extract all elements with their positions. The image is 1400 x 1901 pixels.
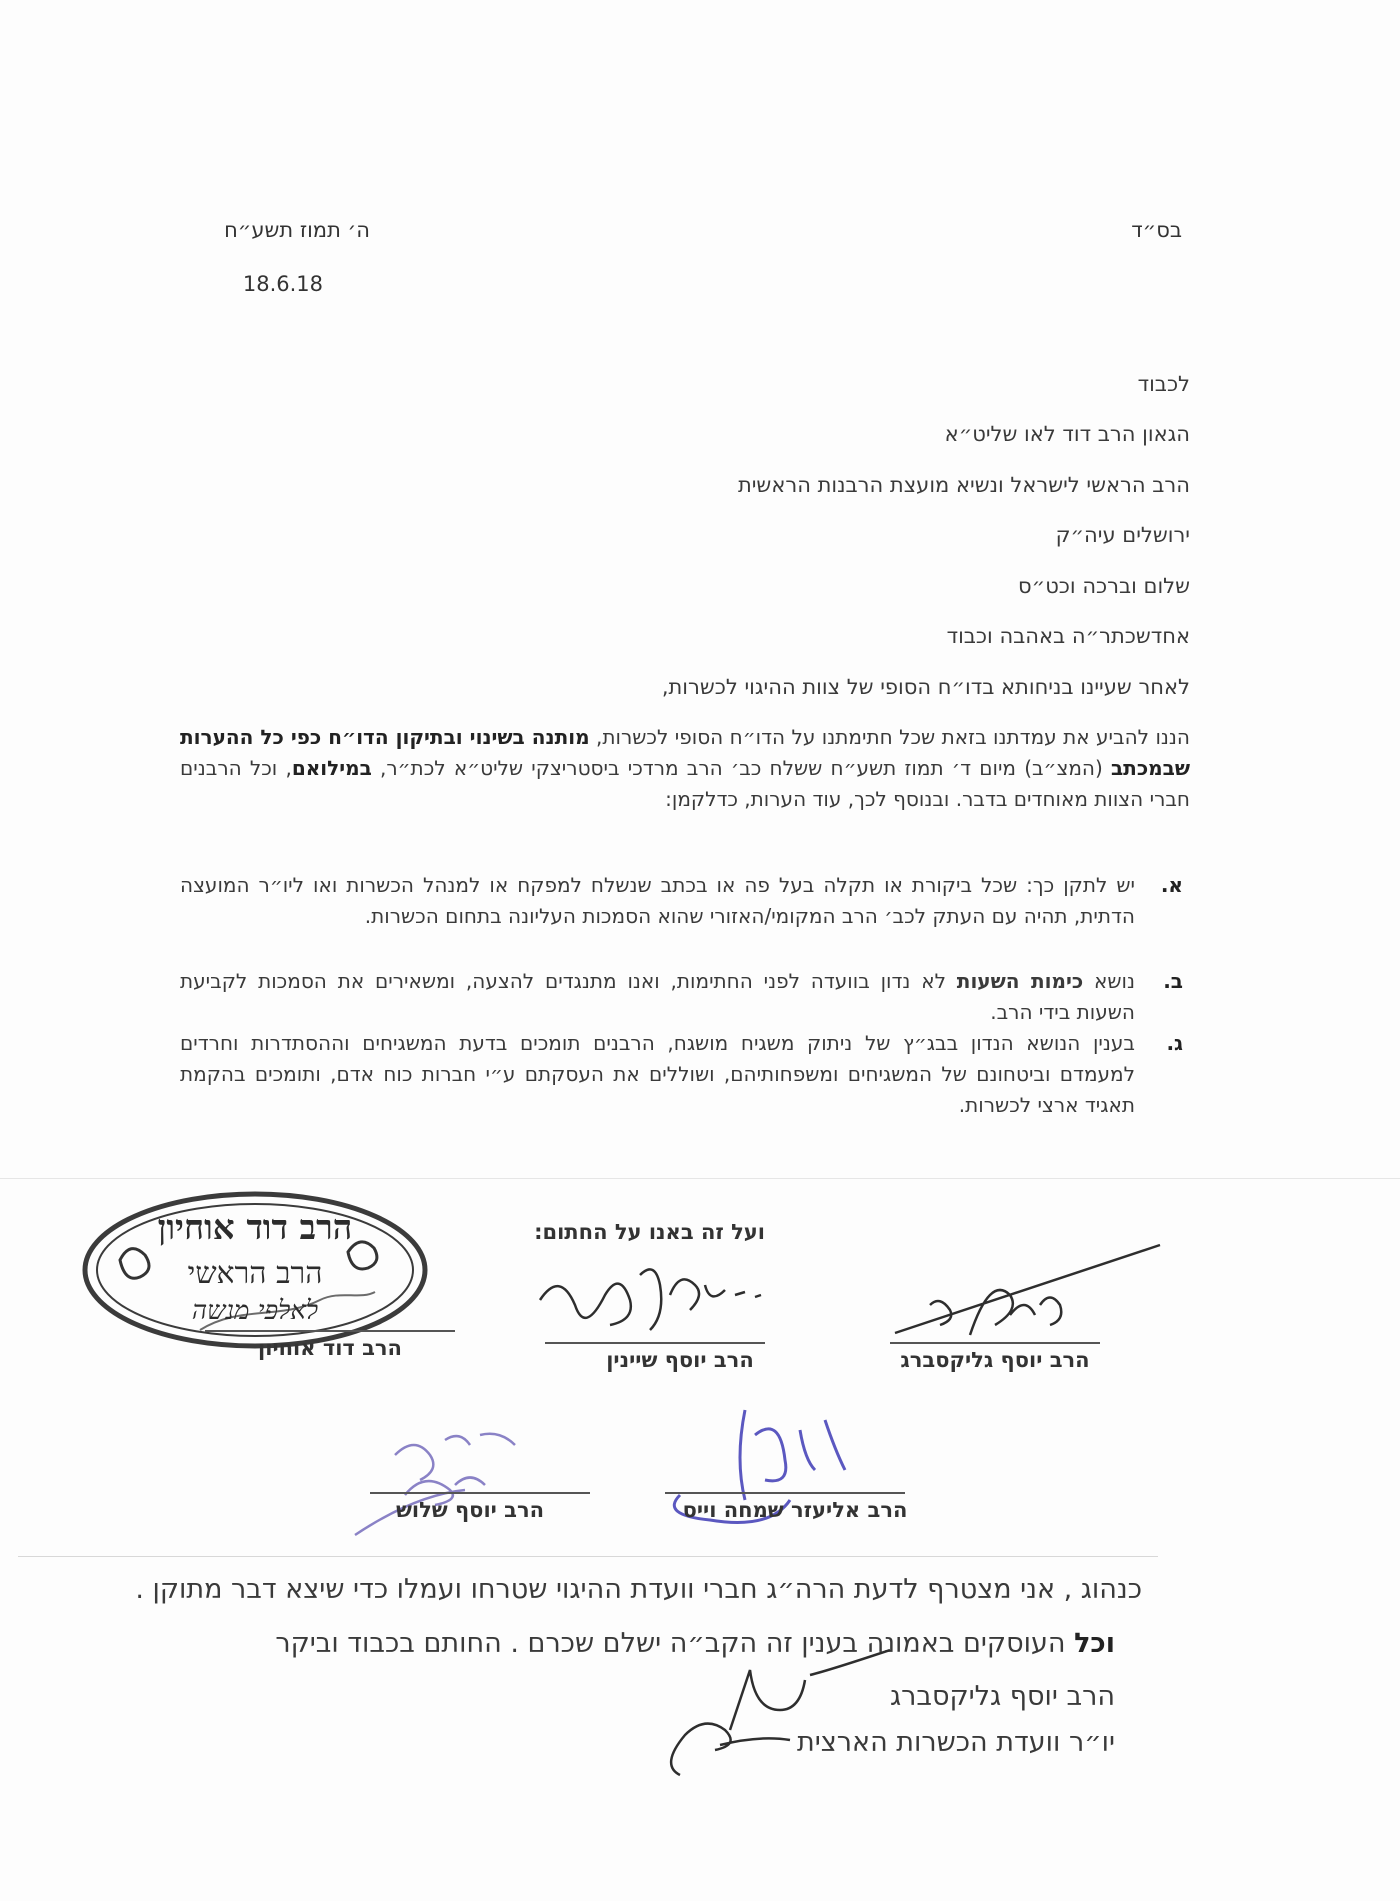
list-item-bold-term: כימות השעות bbox=[956, 969, 1084, 993]
footer-bold-word: וכל bbox=[1074, 1628, 1115, 1659]
scan-edge-line bbox=[18, 1556, 1158, 1557]
signature-line bbox=[370, 1492, 590, 1494]
signature-line bbox=[205, 1330, 455, 1332]
hebrew-date: ה׳ תמוז תשע״ח bbox=[224, 218, 370, 242]
signature-line bbox=[665, 1492, 905, 1494]
main-paragraph-text-3: , וכל הרבנים חברי הצוות מאוחדים בדבר. ובנוסף לכך, עוד הערות, כדלקמן: bbox=[180, 756, 1190, 811]
main-paragraph-bold-condition: מותנה בשינוי ובתיקון הדו״ח כפי כל ההערות שבמכתב bbox=[180, 725, 1190, 780]
footer-line-2-rest: העוסקים באמונה בענין זה הקב״ה ישלם שכרם . החותם בכבוד וביקר bbox=[275, 1628, 1075, 1659]
main-paragraph bbox=[180, 722, 1190, 815]
list-item-a bbox=[180, 870, 1183, 932]
signer-name-sheinin: הרב יוסף שיינין bbox=[606, 1348, 754, 1372]
signatures-heading: ועל זה באנו על החתום: bbox=[534, 1220, 765, 1244]
signature-sheinin-icon bbox=[530, 1255, 790, 1340]
gregorian-date: 18.6.18 bbox=[242, 272, 323, 296]
footer-signer-name: הרב יוסף גליקסברג bbox=[889, 1681, 1115, 1712]
list-item-text-post: לא נדון בוועדה לפני החתימות, ואנו מתנגדים להצעה, ומשאירים את הסמכות לקביעת השעות בידי הרב. bbox=[180, 969, 1135, 1024]
greeting: שלום וברכה וכט״ס bbox=[1018, 574, 1190, 598]
footer-signer-title: יו״ר וועדת הכשרות הארצית bbox=[796, 1727, 1115, 1758]
list-letter: ג. bbox=[1166, 1031, 1183, 1055]
stamp-line-2: הרב הראשי bbox=[187, 1256, 323, 1291]
list-item-text: בענין הנושא הנדון בבג״ץ של ניתוק משגיח מושגח, הרבנים תומכים בדעת המשגיחים וההסתדרות וחרדים למעמדם וביטחונם של המשגיחים ומשפחותיהם, ושוללים את העסקתם ע״י חברות כוח אדם, ותומכים בהקמת תאגיד ארצי לכשרות. bbox=[180, 1031, 1135, 1117]
signer-name-weiss: הרב אליעזר שמחה וייס bbox=[682, 1498, 908, 1522]
main-paragraph-text-1: הננו להביע את עמדתנו בזאת שכל חתימתנו על הדו״ח הסופי לכשרות, bbox=[589, 725, 1190, 749]
besiyata-mark: בס״ד bbox=[1131, 218, 1182, 242]
intro-line: לאחר שעיינו בניחותא בדו״ח הסופי של צוות ההיגוי לכשרות, bbox=[661, 675, 1190, 699]
addressee-name: הגאון הרב דוד לאו שליט״א bbox=[944, 422, 1190, 446]
signature-gliksberg-icon bbox=[890, 1245, 1170, 1345]
rabbi-stamp bbox=[80, 1190, 430, 1350]
list-letter: ב. bbox=[1163, 969, 1183, 993]
signature-line bbox=[890, 1342, 1100, 1344]
main-paragraph-bold-full: במילואם bbox=[291, 756, 372, 780]
signer-name-ohayon: הרב דוד אוחיון bbox=[258, 1336, 402, 1360]
addressee-title: הרב הראשי לישראל ונשיא מועצת הרבנות הראשית bbox=[737, 473, 1190, 497]
list-item-text: יש לתקן כך: שכל ביקורת או תקלה בעל פה או בכתב שנשלח למפקח או למנהל הכשרות ואו ליו״ר המועצה הדתית, תהיה עם העתק לכב׳ הרב המקומי/האזורי שהוא הסמכות העליונה בתחום הכשרות. bbox=[180, 873, 1135, 928]
list-item-c bbox=[180, 1028, 1183, 1121]
footer-signature-icon bbox=[660, 1655, 900, 1780]
addressee-city: ירושלים עיה״ק bbox=[1055, 523, 1190, 547]
opening: אחדשכתר״ה באהבה וכבוד bbox=[946, 624, 1190, 648]
stamp-line-3: לאלפי מנשה bbox=[191, 1296, 319, 1326]
scan-edge-line bbox=[0, 1178, 1400, 1179]
list-item-text bbox=[180, 966, 1135, 1028]
footer-line-1: כנהוג , אני מצטרף לדעת הרה״ג חברי וועדת ההיגוי שטרחו ועמלו כדי שיצא דבר מתוקן . bbox=[135, 1574, 1142, 1605]
signature-line bbox=[545, 1342, 765, 1344]
stamp-line-1: הרב דוד אוחיון bbox=[157, 1208, 353, 1248]
signature-shalosh-icon bbox=[335, 1415, 585, 1545]
list-item-b bbox=[180, 966, 1183, 1028]
addressee-to: לכבוד bbox=[1137, 372, 1190, 396]
list-letter: א. bbox=[1160, 873, 1183, 897]
signer-name-gliksberg: הרב יוסף גליקסברג bbox=[900, 1348, 1090, 1372]
list-item-text-pre: נושא bbox=[1083, 969, 1136, 993]
main-paragraph-text-2: (המצ״ב) מיום ד׳ תמוז תשע״ח ששלח כב׳ הרב מרדכי ביסטריצקי שליט״א לכת״ר, bbox=[371, 756, 1111, 780]
signer-name-shalosh: הרב יוסף שלוש bbox=[395, 1498, 545, 1522]
